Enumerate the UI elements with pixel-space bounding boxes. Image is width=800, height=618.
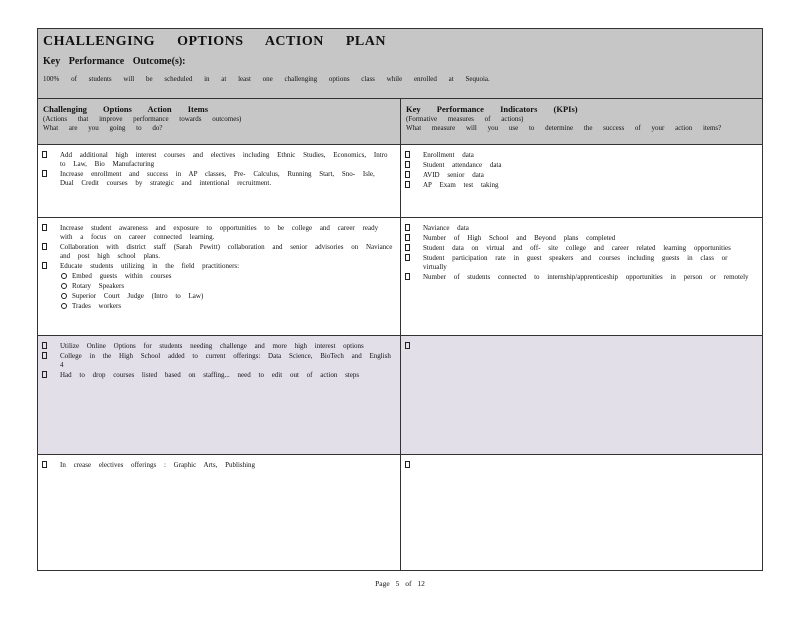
checkbox-icon — [42, 170, 47, 177]
circle-bullet-icon — [61, 273, 67, 279]
kpi-cell — [401, 455, 762, 570]
checkbox-icon — [405, 244, 410, 251]
list-item: AVID senior data — [405, 171, 758, 180]
checkbox-icon — [42, 352, 47, 359]
checkbox-icon — [405, 161, 410, 168]
kpi-title: Key Performance Indicators (KPIs) — [406, 104, 578, 114]
document-header — [38, 29, 762, 99]
list-item: College in the High School added to current offerings: Data Science, BioTech and English 4 — [42, 352, 396, 370]
checkbox-icon — [405, 234, 410, 241]
checkbox-icon — [42, 262, 47, 269]
checkbox-icon — [42, 151, 47, 158]
list-item: Student participation rate in guest speakers and courses including guests in class or virtually — [405, 254, 758, 272]
list-item: Increase student awareness and exposure to opportunities to be college and career ready with a focus on career connected learning. — [42, 224, 396, 242]
table-row — [38, 336, 762, 455]
list-item: Enrollment data — [405, 151, 758, 160]
list-item: AP Exam test taking — [405, 181, 758, 190]
action-cell — [38, 336, 401, 454]
checkbox-icon — [405, 171, 410, 178]
kpi-question: What measure will you use to determine the success of your action items? — [406, 124, 722, 132]
list-item: Naviance data — [405, 224, 758, 233]
checkbox-icon — [405, 461, 410, 468]
sub-list-item: Embed guests within courses — [42, 272, 396, 281]
list-item: Educate students utilizing in the field practitioners: — [42, 262, 396, 271]
kpi-cell — [401, 218, 762, 335]
kpi-cell — [401, 336, 762, 454]
action-items-question: What are you going to do? — [43, 124, 163, 132]
list-item: Had to drop courses listed based on staffing... need to edit out of action steps — [42, 371, 396, 380]
table-row — [38, 455, 762, 570]
kpi-column-header — [401, 99, 762, 145]
circle-bullet-icon — [61, 303, 67, 309]
checkbox-icon — [42, 371, 47, 378]
list-item: Utilize Online Options for students needing challenge and more high interest options — [42, 342, 396, 351]
checkbox-icon — [405, 273, 410, 280]
table-row — [38, 218, 762, 336]
table-row — [38, 145, 762, 218]
action-cell — [38, 455, 401, 570]
list-item: Collaboration with district staff (Sarah Pewitt) collaboration and senior advisories on Naviance and post high school plans. — [42, 243, 396, 261]
action-items-title: Challenging Options Action Items — [43, 104, 209, 114]
page-title: CHALLENGING OPTIONS ACTION PLAN — [43, 34, 386, 49]
checkbox-icon — [42, 224, 47, 231]
sub-list-item: Trades workers — [42, 302, 396, 311]
list-item: Add additional high interest courses and electives including Ethnic Studies, Economics, Intro to Law, Bio Manufacturing — [42, 151, 396, 169]
action-items-column-header — [38, 99, 401, 145]
checkbox-icon — [42, 243, 47, 250]
checkbox-icon — [42, 461, 47, 468]
list-item: Increase enrollment and success in AP classes, Pre- Calculus, Running Start, Sno- Isle, Dual Credit courses by strategic and intentional recruitment. — [42, 170, 396, 188]
checkbox-icon — [405, 151, 410, 158]
checkbox-icon — [405, 254, 410, 261]
kpi-subtitle: (Formative measures of actions) — [406, 115, 524, 123]
list-item: Student attendance data — [405, 161, 758, 170]
checkbox-icon — [42, 342, 47, 349]
circle-bullet-icon — [61, 293, 67, 299]
list-item: Student data on virtual and off- site college and career related learning opportunities — [405, 244, 758, 253]
list-item: Number of High School and Beyond plans completed — [405, 234, 758, 243]
sub-list-item: Superior Court Judge (Intro to Law) — [42, 292, 396, 301]
checkbox-icon — [405, 342, 410, 349]
action-plan-document — [37, 28, 763, 571]
action-cell — [38, 218, 401, 335]
action-items-subtitle: (Actions that improve performance towards outcomes) — [43, 115, 242, 123]
checkbox-icon — [405, 224, 410, 231]
outcome-text: 100% of students will be scheduled in at least one challenging options class while enrolled at Sequoia. — [43, 75, 490, 83]
kpi-cell — [401, 145, 762, 217]
list-item: In crease electives offerings : Graphic Arts, Publishing — [42, 461, 396, 470]
kpo-label: Key Performance Outcome(s): — [43, 56, 186, 67]
sub-list-item: Rotary Speakers — [42, 282, 396, 291]
list-item: Number of students connected to internship/apprenticeship opportunities in person or remotely — [405, 273, 758, 282]
action-cell — [38, 145, 401, 217]
checkbox-icon — [405, 181, 410, 188]
circle-bullet-icon — [61, 283, 67, 289]
page-number: Page 5 of 12 — [375, 579, 425, 588]
